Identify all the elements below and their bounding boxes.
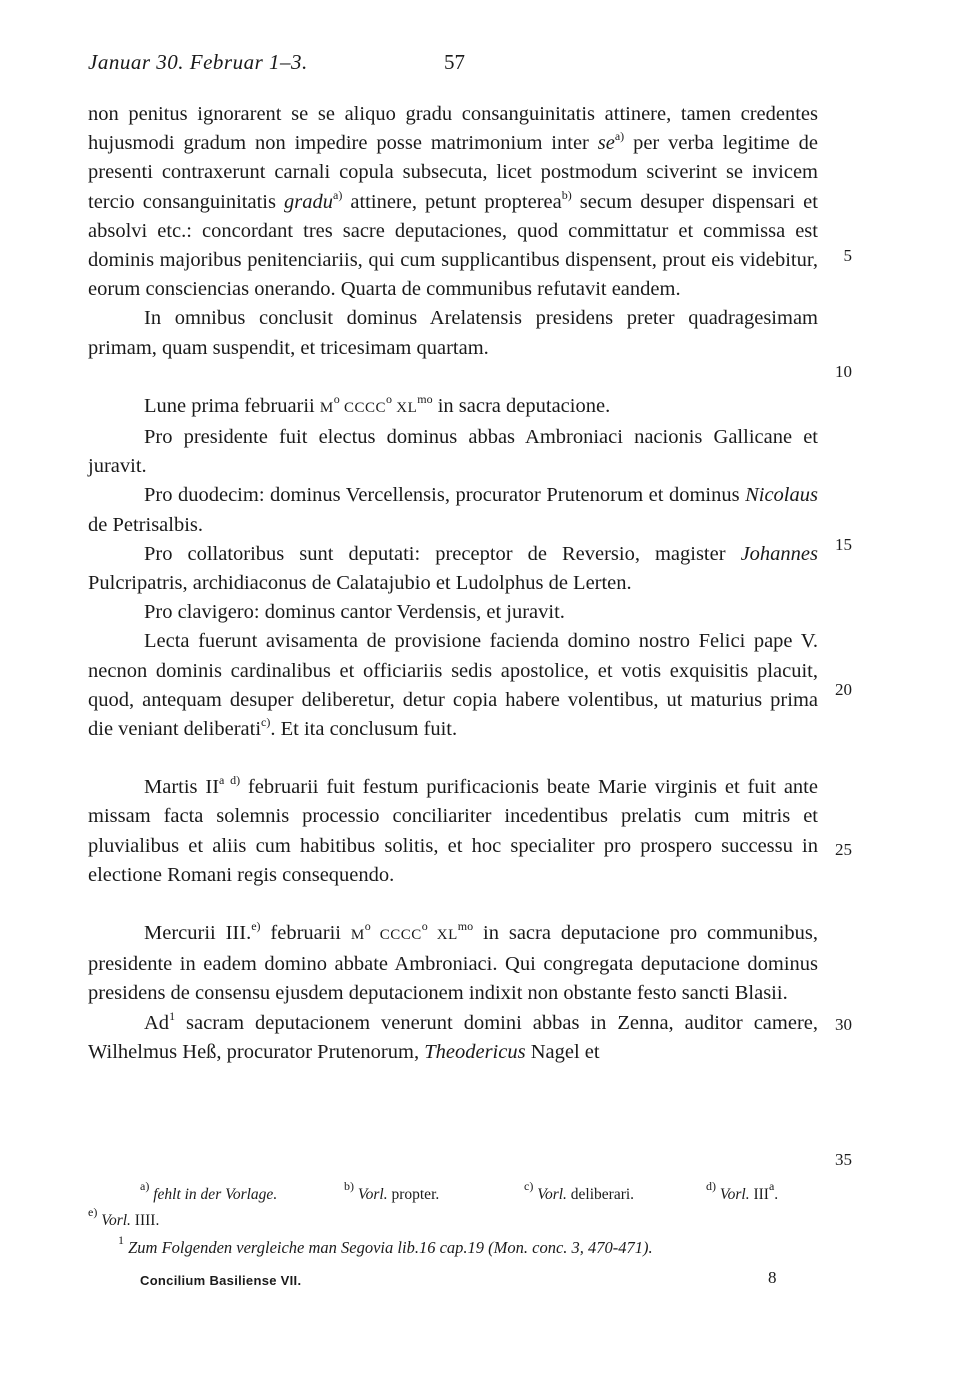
running-title: Januar 30. Februar 1–3. (88, 50, 308, 74)
footnote-reference: mo (417, 391, 433, 406)
paragraph (88, 100, 818, 304)
text-run: Mercurii III. (144, 922, 252, 945)
text-run: non penitus ignorarent se se aliquo gradu consanguinitatis attinere, tamen credentes hujusmodi gradum non impedire posse matrimonium inter (88, 103, 818, 155)
footnote-row (88, 1179, 818, 1208)
italic-text: Nicolaus (745, 484, 818, 507)
text-run: In omnibus conclusit dominus Arelatensis presidens preter quadragesimam primam, quam suspendit, et tricesimam quartam. (88, 307, 818, 359)
footnote-reference: a) (614, 129, 625, 144)
text-run: attinere, petunt propterea (342, 190, 562, 213)
footnote-label: Vorl. (357, 1186, 388, 1203)
footnote-text: deliberari. (570, 1186, 635, 1203)
body-text (88, 100, 818, 1067)
roman-numeral: XL (427, 927, 458, 944)
page-header (88, 50, 828, 78)
footnote-text: propter. (391, 1186, 440, 1203)
text-run: Lecta fuerunt avisamenta de provisione facienda domino nostro Felici pape V. necnon dominis cardinalibus et officiariis sedis apostolice, et votis exquisitis placuit, quod, antequam desuper deliberetur, detur copia habere volentibus, ut maturius prima die veniant deliberati (88, 630, 818, 741)
footnote-text: IIII. (134, 1212, 160, 1229)
text-run: in sacra deputacione pro communibus, presidente in eadem domino abbate Ambroniaci. Qui congregata deputacione dominus presidens de consensu ejusdem deputacionem indixit non obstante festo sancti Blasii. (88, 922, 818, 1005)
apparatus-footnotes (88, 1179, 818, 1234)
footnote-a (140, 1179, 278, 1208)
roman-numeral: XL (392, 399, 418, 416)
footnote-reference: a d) (219, 773, 241, 788)
footnote-mark: d) (706, 1179, 716, 1193)
volume-title: Concilium Basiliense VII. (140, 1273, 302, 1288)
text-run: sacram deputacionem venerunt domini abbas in Zenna, auditor camere, Wilhelmus Heß, procurator Prutenorum, (88, 1011, 818, 1063)
footnote-e (88, 1205, 160, 1234)
paragraph (88, 304, 818, 362)
paragraph-gap (88, 363, 818, 392)
line-number-35: 35 (835, 1150, 852, 1169)
paragraph (88, 773, 818, 890)
text-run: per verba legitime de presenti contraxerunt carnali copula subsecuta, licet postmodum sciverint se invicem tercio consanguinitatis (88, 132, 818, 213)
text-run: de Petrisalbis. (88, 513, 204, 536)
paragraph (88, 481, 818, 539)
signature-mark: 8 (768, 1268, 777, 1287)
footnote-label: Vorl. (719, 1186, 750, 1203)
footnote-reference: o (333, 391, 340, 406)
line-number-25: 25 (835, 840, 852, 859)
footnote-reference: mo (457, 919, 474, 934)
footnote-reference: o (421, 919, 428, 934)
footnote-mark: b) (344, 1179, 354, 1193)
footnote-mark: a) (140, 1179, 150, 1193)
text-run: Pro duodecim: dominus Vercellensis, procurator Prutenorum et dominus (144, 484, 746, 507)
footnote-reference: 1 (169, 1008, 176, 1023)
footnote-reference: o (364, 919, 371, 934)
text-run: secum desuper dispensari et absolvi etc.: concordant tres sacre deputaciones, quod committatur et commissa est dominis majoribus penitenciariis, qui cum supplicantibus dispensent, prout eis videbitur, eorum consciencias onerando. Quarta de communibus refutavit eandem. (88, 190, 818, 301)
italic-text: gradu (284, 190, 333, 213)
footnote-reference: c) (261, 715, 271, 730)
line-number-20: 20 (835, 680, 852, 699)
text-run: februarii fuit festum purificacionis beate Marie virginis et fuit ante missam facta solemnis processio conciliariter incedentibus prelatis cum mitris et pluvialibus et aliis cum habitibus solitis, et hoc specialiter pro prospero successu in electione Romani regis consequendo. (88, 776, 818, 886)
footnote-row (88, 1205, 818, 1234)
text-run: Pro clavigero: dominus cantor Verdensis, et juravit. (144, 601, 565, 624)
paragraph (88, 540, 818, 598)
footnote-reference: a) (333, 187, 343, 202)
paragraph (88, 1009, 818, 1067)
footnote-tail: . (774, 1186, 779, 1203)
footnote-reference: o (386, 391, 393, 406)
paragraph (88, 919, 818, 1009)
footnote-d (706, 1179, 779, 1208)
paragraph (88, 627, 818, 744)
footnote-b (344, 1179, 440, 1208)
text-run: Martis II (144, 776, 220, 799)
source-note-text: Zum Folgenden vergleiche man Segovia lib.16 cap.19 (Mon. conc. 3, 470-471). (128, 1238, 653, 1257)
text-run: Pro presidente fuit electus dominus abbas Ambroniaci nacionis Gallicane et juravit. (88, 426, 818, 478)
line-number-10: 10 (835, 362, 852, 381)
line-number-30: 30 (835, 1015, 852, 1034)
roman-numeral: M (350, 927, 365, 944)
paragraph (88, 598, 818, 627)
paragraph-gap (88, 744, 818, 773)
footnote-mark: e) (88, 1205, 98, 1219)
text-run: Lune prima februarii (144, 394, 320, 417)
page-number: 57 (444, 50, 465, 74)
footnote-text: III (753, 1186, 769, 1203)
footnote-reference: b) (561, 187, 572, 202)
text-run: Nagel et (525, 1040, 600, 1063)
paragraph (88, 423, 818, 481)
footnote-label: Vorl. (537, 1186, 567, 1203)
footnote-mark: c) (524, 1179, 534, 1193)
roman-numeral: CCCC (370, 927, 422, 944)
italic-text: Theodericus (424, 1040, 526, 1063)
footnote-label: Vorl. (101, 1212, 131, 1229)
paragraph-gap (88, 890, 818, 919)
text-run: Ad (144, 1011, 170, 1034)
text-run: februarii (260, 922, 351, 945)
italic-text: se (597, 132, 615, 155)
source-note (118, 1233, 653, 1258)
text-run: Pulcripatris, archidiaconus de Calatajubio et Ludolphus de Lerten. (88, 572, 632, 595)
text-run: . Et ita conclusum fuit. (270, 718, 458, 741)
footnote-sup: a (768, 1179, 775, 1193)
roman-numeral: M (319, 399, 334, 416)
footnote-reference: e) (251, 919, 261, 934)
line-number-5: 5 (843, 246, 852, 265)
text-run: in sacra deputacione. (432, 394, 611, 417)
italic-text: Johannes (740, 542, 818, 565)
footnote-text: fehlt in der Vorlage. (153, 1186, 278, 1203)
line-number-15: 15 (835, 535, 852, 554)
text-run: Pro collatoribus sunt deputati: preceptor de Reversio, magister (144, 542, 741, 565)
source-note-mark: 1 (118, 1233, 124, 1247)
paragraph (88, 392, 818, 423)
roman-numeral: CCCC (339, 399, 387, 416)
footnote-c (524, 1179, 635, 1208)
